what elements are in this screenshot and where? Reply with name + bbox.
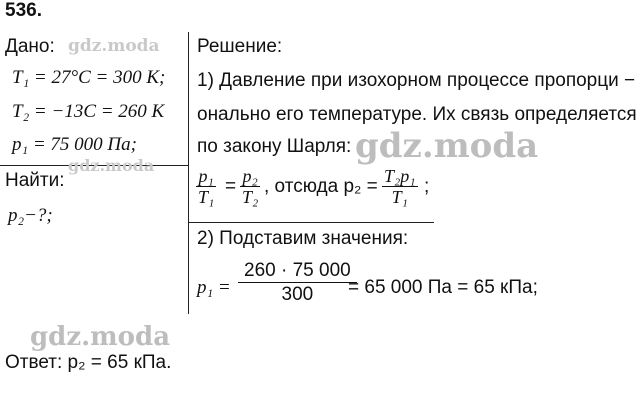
watermark: gdz.moda [355, 126, 539, 166]
given-t1: T₁ = 27°C = 300 К; [12, 67, 166, 88]
formula1-a-numerator: p₁ [198, 166, 214, 186]
problem-number: 536. [5, 0, 42, 21]
formula1-tail: ; [424, 176, 430, 197]
solution-step1-line3: по закону Шарля: [197, 136, 352, 157]
find-heading: Найти: [5, 170, 65, 191]
find-p2: p₂−?; [8, 205, 53, 226]
formula1-middle-text: , отсюда p₂ = [264, 176, 378, 197]
formula1-fraction-a [196, 166, 216, 207]
given-heading: Дано: [5, 36, 55, 57]
given-p1: p₁ = 75 000 Па; [12, 134, 137, 155]
formula2-numerator: 260 · 75 000 [244, 260, 351, 281]
formula2-fraction [238, 260, 357, 307]
formula1-fraction-c [382, 166, 418, 207]
formula1-b-denominator: T₂ [242, 187, 259, 207]
formula1-a-denominator: T₁ [198, 187, 215, 207]
vertical-divider [188, 32, 189, 314]
formula1-c-numerator: T₂p₁ [384, 166, 416, 186]
solution-step2-line1: 2) Подставим значения: [197, 228, 409, 249]
watermark: gdz.moda [68, 156, 155, 175]
formula1-equals: = [225, 176, 237, 197]
formula2-lhs: p₁ = [197, 277, 231, 298]
formula2-rhs: = 65 000 Па = 65 кПа; [348, 277, 538, 298]
solution-heading: Решение: [197, 36, 283, 57]
solution-step1-line2: онально его температуре. Их связь определяется [197, 104, 637, 125]
formula1-fraction-b [240, 166, 260, 207]
formula1-b-numerator: p₂ [242, 166, 258, 186]
watermark: gdz.moda [30, 322, 171, 352]
solution-step1-line1: 1) Давление при изохорном процессе пропорци − [197, 70, 636, 91]
solution-divider [188, 222, 434, 223]
formula2-denominator: 300 [281, 284, 314, 305]
answer-line: Ответ: p₂ = 65 кПа. [5, 352, 172, 373]
given-t2: T₂ = −13C = 260 К [12, 101, 165, 122]
formula1-c-denominator: T₁ [391, 187, 408, 207]
watermark: gdz.moda [68, 36, 160, 56]
